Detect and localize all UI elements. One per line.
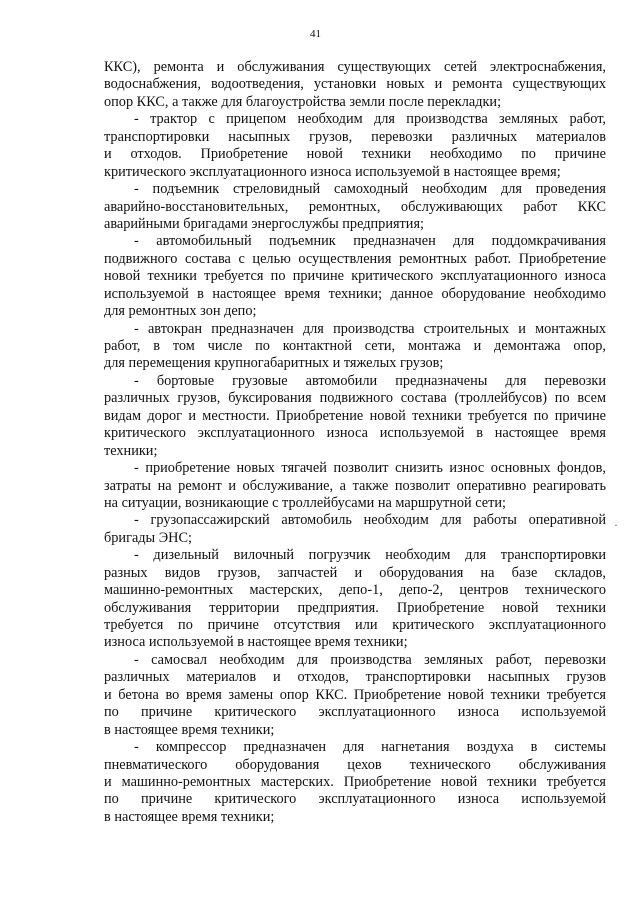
text-line: и бетона во время замены опор ККС. Приобретение новой техники требуется bbox=[104, 686, 606, 703]
text-line: аварийно-восстановительных, ремонтных, обслуживающих работ ККС bbox=[104, 198, 606, 215]
text-line: и машинно-ремонтных мастерских. Приобретение новой техники требуется bbox=[104, 773, 606, 790]
text-line: различных грузов, буксирования подвижного состава (троллейбусов) по всем bbox=[104, 390, 606, 407]
text-line: - трактор с прицепом необходим для производства земляных работ, bbox=[134, 111, 606, 128]
text-line: обслуживания территории предприятия. Приобретение новой техники bbox=[104, 599, 606, 616]
text-line: водоснабжения, водоотведения, установки новых и ремонта существующих bbox=[104, 76, 606, 93]
text-line: работ, в том числе по контактной сети, монтажа и демонтажа опор, bbox=[104, 338, 606, 354]
text-line: - приобретение новых тягачей позволит снизить износ основных фондов, bbox=[134, 460, 606, 477]
text-line: аварийными бригадами энергослужбы предприятия; bbox=[104, 215, 424, 232]
text-line: - компрессор предназначен для нагнетания воздуха в системы bbox=[134, 739, 606, 756]
text-line: - грузопассажирский автомобиль необходим для работы оперативной bbox=[134, 512, 606, 529]
text-line: техники; bbox=[104, 442, 158, 459]
text-line: на ситуации, возникающие с троллейбусами на маршрутной сети; bbox=[104, 494, 506, 511]
text-line: разных видов грузов, запчастей и оборудования на базе складов, bbox=[104, 564, 606, 581]
text-line: и отходов. Приобретение новой техники необходимо по причине bbox=[104, 146, 606, 163]
text-line: по причине критического эксплуатационного износа используемой bbox=[104, 791, 606, 808]
text-line: - подъемник стреловидный самоходный необходим для проведения bbox=[134, 181, 606, 198]
text-line: используемой в настоящее время техники; данное оборудование необходимо bbox=[104, 285, 606, 302]
text-line: пневматического оборудования цехов технического обслуживания bbox=[104, 756, 606, 773]
text-line: в настоящее время техники; bbox=[104, 721, 275, 738]
text-line: различных материалов и отходов, транспортировки насыпных грузов bbox=[104, 669, 606, 686]
page-number: 41 bbox=[310, 28, 321, 40]
text-line: машинно-ремонтных мастерских, депо-1, депо-2, центров технического bbox=[104, 582, 606, 599]
text-line: затраты на ремонт и обслуживание, а также позволит оперативно реагировать bbox=[104, 477, 606, 494]
text-line: для перемещения крупногабаритных и тяжелых грузов; bbox=[104, 355, 444, 372]
text-line: износа используемой в настоящее время техники; bbox=[104, 634, 408, 651]
text-line: критического эксплуатационного износа используемой в настоящее время bbox=[104, 425, 606, 442]
text-line: - бортовые грузовые автомобили предназначены для перевозки bbox=[134, 372, 606, 389]
text-line: видам дорог и местности. Приобретение новой техники требуется по причине bbox=[104, 407, 606, 424]
text-line: новой техники требуется по причине критического эксплуатационного износа bbox=[104, 268, 606, 285]
text-line: для ремонтных зон депо; bbox=[104, 303, 257, 320]
text-line: - дизельный вилочный погрузчик необходим для транспортировки bbox=[134, 547, 606, 564]
margin-mark: · bbox=[614, 518, 618, 532]
text-line: по причине критического эксплуатационного износа используемой bbox=[104, 704, 606, 721]
text-line: - автокран предназначен для производства строительных и монтажных bbox=[134, 320, 606, 337]
text-line: - самосвал необходим для производства земляных работ, перевозки bbox=[134, 651, 606, 668]
text-line: в настоящее время техники; bbox=[104, 808, 275, 825]
text-line: ККС), ремонта и обслуживания существующих сетей электроснабжения, bbox=[104, 59, 606, 75]
text-line: критического эксплуатационного износа используемой в настоящее время; bbox=[104, 163, 561, 180]
text-line: бригады ЭНС; bbox=[104, 529, 193, 546]
document-body bbox=[104, 59, 606, 826]
text-line: требуется по причине отсутствия или критического эксплуатационного bbox=[104, 617, 606, 633]
text-line: - автомобильный подъемник предназначен для поддомкрачивания bbox=[134, 233, 606, 250]
text-line: подвижного состава с целью осуществления ремонтных работ. Приобретение bbox=[104, 250, 606, 267]
text-line: опор ККС, а также для благоустройства земли после перекладки; bbox=[104, 93, 502, 110]
text-line: транспортировки насыпных грузов, перевозки различных материалов bbox=[104, 128, 606, 145]
